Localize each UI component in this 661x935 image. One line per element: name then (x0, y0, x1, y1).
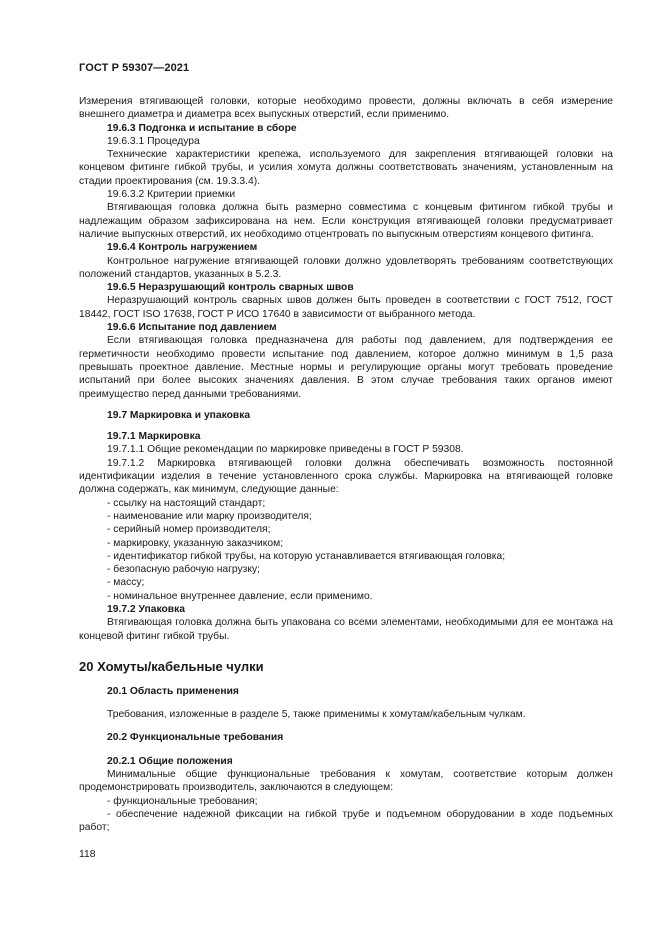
list-item: - идентификатор гибкой трубы, на которую устанавливается втягивающая головка; (107, 550, 506, 562)
paragraph: Если втягивающая головка предназначена для работы под давлением, для подтверждения ее герметичности необходимо провести испытание под давлением, которое должно минимум в 1,5 раза превышать проектное давление. Местные нормы и регулирующие органы могут требовать проведение испытаний при более высоких значениях давления. В этом случае требования таких органов имеют преимущество перед данными требованиями. (79, 335, 613, 400)
list-item: - обеспечение надежной фиксации на гибкой трубе и подъемном оборудовании в ходе подъемных работ; (79, 808, 613, 834)
section-heading: 20.2 Функциональные требования (107, 732, 284, 744)
document-header: ГОСТ Р 59307—2021 (79, 62, 190, 74)
paragraph: 19.7.1.2 Маркировка втягивающей головки должна обеспечивать возможность постоянной идентификации изделия в течение установленного срока службы. Маркировка на втягивающей головке должна содержать, как минимум, следующие данные: (79, 457, 613, 496)
page-number: 118 (79, 849, 96, 860)
paragraph: Неразрушающий контроль сварных швов должен быть проведен в соответствии с ГОСТ 7512, ГОСТ 18442, ГОСТ ISO 17638, ГОСТ Р ИСО 17640 в зависимости от выбранного метода. (79, 295, 613, 320)
section-heading: 19.6.5 Неразрушающий контроль сварных швов (107, 282, 354, 294)
paragraph: Контрольное нагружение втягивающей головки должно удовлетворять требованиям соответствующих положений стандартов, указанных в 5.2.3. (79, 255, 613, 280)
list-item: - безопасную рабочую нагрузку; (107, 564, 261, 576)
section-heading: 19.6.4 Контроль нагружением (107, 242, 258, 254)
subsection-heading: 19.6.3.2 Критерии приемки (107, 189, 236, 201)
paragraph: Измерения втягивающей головки, которые необходимо провести, должны включать в себя измерение внешнего диаметра и диаметра всех выпускных отверстий, если применимо. (79, 96, 613, 121)
section-heading: 19.7.2 Упаковка (107, 603, 185, 615)
paragraph: Требования, изложенные в разделе 5, также применимы к хомутам/кабельным чулкам. (107, 709, 526, 721)
list-item: - массу; (107, 577, 145, 589)
subsection-heading: 19.6.3.1 Процедура (107, 135, 200, 147)
section-heading: 19.7.1 Маркировка (107, 431, 201, 443)
paragraph: Втягивающая головка должна быть размерно совместима с концевым фитингом гибкой трубы и надлежащим образом зафиксирована на нем. Если конструкция втягивающей головки предусматривает наличие выпускных отверстий, их необходимо отцентровать по выпускным отверстиям концевого фитинга. (79, 202, 613, 240)
section-heading: 19.6.3 Подгонка и испытание в сборе (107, 122, 297, 134)
list-item: - маркировку, указанную заказчиком; (107, 537, 284, 549)
list-item: - номинальное внутреннее давление, если применимо. (107, 590, 373, 602)
section-heading: 19.6.6 Испытание под давлением (107, 322, 277, 334)
paragraph: 19.7.1.1 Общие рекомендации по маркировке приведены в ГОСТ Р 59308. (107, 444, 464, 456)
list-item: - функциональные требования; (107, 795, 258, 807)
chapter-heading: 20 Хомуты/кабельные чулки (79, 658, 264, 674)
list-item: - ссылку на настоящий стандарт; (107, 497, 266, 509)
section-heading: 20.1 Область применения (107, 685, 239, 697)
list-item: - наименование или марку производителя; (107, 510, 312, 522)
section-heading: 19.7 Маркировка и упаковка (107, 409, 251, 421)
list-item: - серийный номер производителя; (107, 524, 271, 536)
paragraph: Технические характеристики крепежа, используемого для закрепления втягивающей головки на концевом фитинге гибкой трубы, и усилия хомута должны соответствовать значениям, установленным на стадии проектирования (см. 19.3.3.4). (79, 149, 613, 187)
document-body (79, 95, 613, 835)
paragraph: Втягивающая головка должна быть упакована со всеми элементами, необходимыми для ее монтажа на концевой фитинг гибкой трубы. (79, 617, 613, 642)
section-heading: 20.2.1 Общие положения (107, 755, 233, 767)
paragraph: Минимальные общие функциональные требования к хомутам, соответствие которым должен продемонстрировать производитель, заключаются в следующем: (79, 769, 613, 794)
